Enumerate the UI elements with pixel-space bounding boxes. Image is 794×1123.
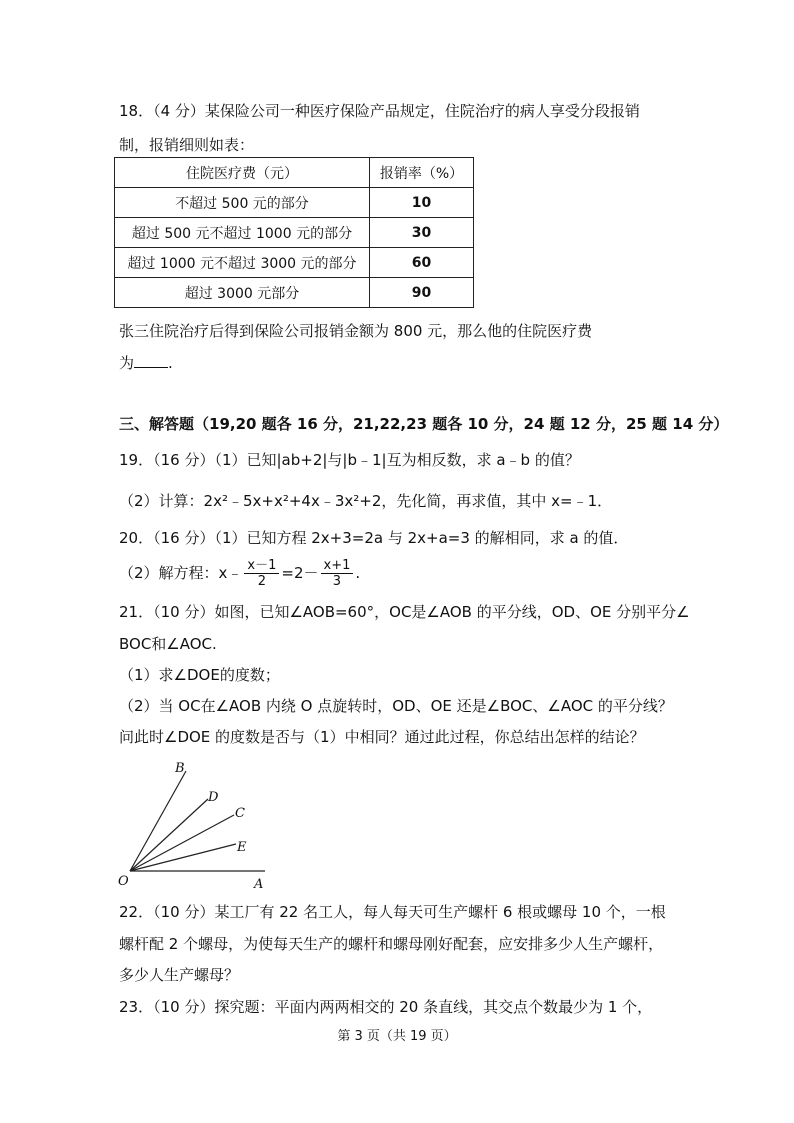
table-cell: 超过 3000 元部分 [115, 278, 370, 308]
fraction-1-denominator: 2 [257, 574, 267, 589]
q23-line-1: 23．（10 分）探究题：平面内两两相交的 20 条直线，其交点个数最少为 1 个， [119, 998, 653, 1016]
table-cell: 不超过 500 元的部分 [115, 188, 370, 218]
table-row [115, 248, 474, 278]
table-cell: 60 [370, 248, 474, 278]
q18-after-line-2 [119, 353, 173, 373]
q21-line-2: BOC和∠AOC. [119, 635, 217, 653]
section-3-heading: 三、解答题（19,20 题各 16 分，21,22,23 题各 10 分，24 题 12 分，25 题 14 分） [119, 415, 729, 433]
fraction-1 [244, 558, 279, 589]
q21-line-3: （1）求∠DOE的度数； [119, 666, 280, 684]
label-o: O [118, 874, 129, 889]
fraction-1-numerator: x－1 [244, 558, 279, 574]
q22-line-3: 多少人生产螺母？ [119, 966, 240, 984]
q20-part-2 [119, 556, 360, 590]
table-cell: 30 [370, 218, 474, 248]
label-d: D [208, 790, 219, 805]
fraction-2-numerator: x+1 [321, 558, 354, 574]
table-header-cell: 报销率（%） [370, 158, 474, 188]
q20-part-2-suffix: . [355, 564, 361, 582]
q20-part-2-mid: =2－ [281, 564, 319, 582]
label-e: E [237, 840, 247, 855]
label-a: A [254, 877, 264, 892]
table-row [115, 278, 474, 308]
q21-line-1: 21．（10 分）如图，已知∠AOB=60°，OC是∠AOB 的平分线，OD、OE 分别平分∠ [119, 603, 690, 621]
q21-line-4: （2）当 OC在∠AOB 内绕 O 点旋转时，OD、OE 还是∠BOC、∠AOC 的平分线？ [119, 697, 673, 715]
table-cell: 超过 500 元不超过 1000 元的部分 [115, 218, 370, 248]
table-row [115, 188, 474, 218]
q22-line-1: 22．（10 分）某工厂有 22 名工人，每人每天可生产螺杆 6 根或螺母 10 个，一根 [119, 903, 666, 921]
label-b: B [175, 761, 185, 776]
fraction-2-denominator: 3 [332, 574, 342, 589]
fraction-2 [321, 558, 354, 589]
table-cell: 超过 1000 元不超过 3000 元的部分 [115, 248, 370, 278]
reimbursement-table [114, 157, 474, 308]
page-footer: 第 3 页（共 19 页） [337, 1029, 457, 1044]
table-row [115, 218, 474, 248]
ray-oe [130, 844, 236, 871]
q22-line-2: 螺杆配 2 个螺母，为使每天生产的螺杆和螺母刚好配套，应安排多少人生产螺杆， [119, 935, 664, 953]
answer-blank [134, 353, 168, 368]
label-c: C [235, 806, 245, 821]
table-cell: 10 [370, 188, 474, 218]
q21-line-5: 问此时∠DOE 的度数是否与（1）中相同？通过此过程，你总结出怎样的结论？ [119, 728, 645, 746]
q18-after-prefix: 为 [119, 354, 135, 372]
q18-after-line-1: 张三住院治疗后得到保险公司报销金额为 800 元，那么他的住院医疗费 [119, 322, 593, 340]
q18-line-2: 制，报销细则如表： [119, 136, 255, 154]
table-header-cell: 住院医疗费（元） [115, 158, 370, 188]
angle-diagram [112, 760, 282, 895]
q19-part-1: 19．（16 分）（1）已知|ab+2|与|b﹣1|互为相反数，求 a﹣b 的值？ [119, 451, 580, 469]
q20-part-1: 20．（16 分）（1）已知方程 2x+3=2a 与 2x+a=3 的解相同，求 a 的值． [119, 529, 629, 547]
q18-after-suffix: . [168, 354, 173, 372]
table-cell: 90 [370, 278, 474, 308]
table-header-row [115, 158, 474, 188]
q19-part-2: （2）计算：2x²﹣5x+x²+4x﹣3x²+2，先化简，再求值，其中 x=﹣1． [119, 492, 613, 510]
q20-part-2-prefix: （2）解方程：x﹣ [119, 564, 243, 582]
q18-line-1: 18．（4 分）某保险公司一种医疗保险产品规定，住院治疗的病人享受分段报销 [119, 102, 640, 120]
